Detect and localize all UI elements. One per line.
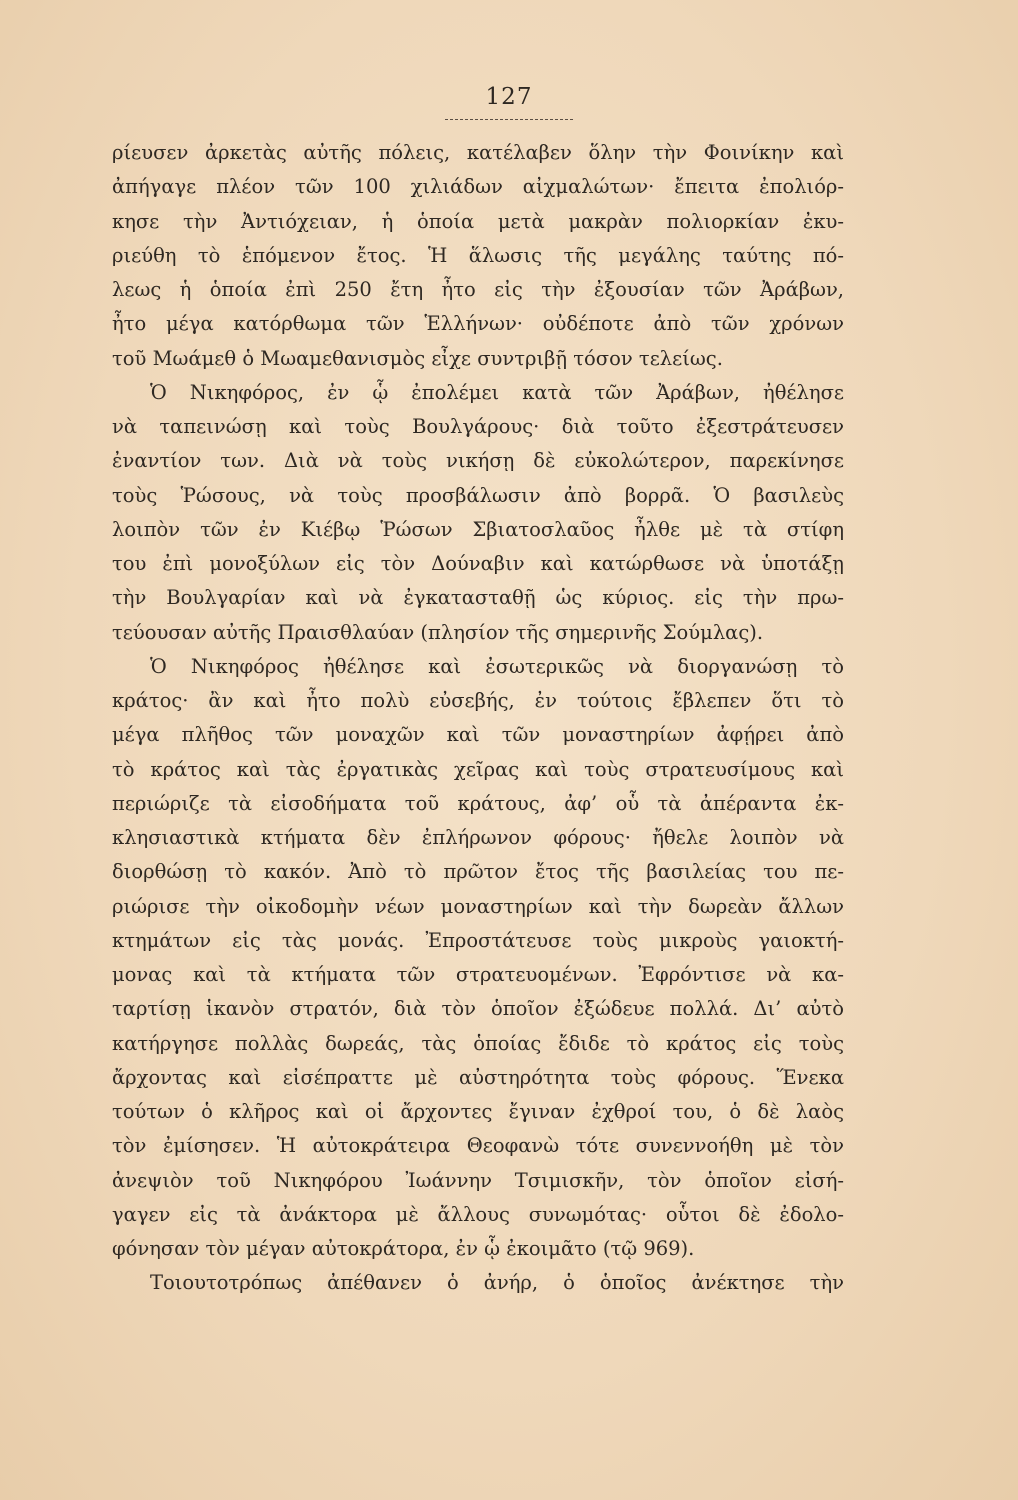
text-line: γαγεν εἰς τὰ ἀνάκτορα μὲ ἄλλους συνωμότας· οὗτοι δὲ ἐδολο- bbox=[112, 1202, 844, 1226]
page-number-rule bbox=[445, 119, 573, 120]
paragraph-start: Τοιουτοτρόπως ἀπέθανεν ὁ ἀνήρ, ὁ ὁποῖος ἀνέκτησε τὴν bbox=[150, 1271, 844, 1295]
text-line: τοὺς Ῥώσους, νὰ τοὺς προσβάλωσιν ἀπὸ βορρᾶ. Ὁ βασιλεὺς bbox=[112, 483, 844, 507]
page-number: 127 bbox=[485, 84, 533, 110]
text-line: περιώριζε τὰ εἰσοδήματα τοῦ κράτους, ἀφ’ οὗ τὰ ἀπέραντα ἐκ- bbox=[112, 791, 844, 815]
paragraph-start: Ὁ Νικηφόρος, ἐν ᾧ ἐπολέμει κατὰ τῶν Ἀράβων, ἠθέλησε bbox=[150, 380, 844, 404]
text-line: λοιπὸν τῶν ἐν Κιέβῳ Ῥώσων Σβιατοσλαῦος ἦλθε μὲ τὰ στίφη bbox=[112, 517, 844, 541]
text-line: κλησιαστικὰ κτήματα δὲν ἐπλήρωνον φόρους· ἤθελε λοιπὸν νὰ bbox=[112, 826, 844, 849]
text-line: του ἐπὶ μονοξύλων εἰς τὸν Δούναβιν καὶ κατώρθωσε νὰ ὑποτάξῃ bbox=[112, 552, 844, 575]
text-line: μέγα πλῆθος τῶν μοναχῶν καὶ τῶν μοναστηρίων ἀφῄρει ἀπὸ bbox=[112, 723, 844, 747]
text-line: λεως ἡ ὁποία ἐπὶ 250 ἔτη ἦτο εἰς τὴν ἐξουσίαν τῶν Ἀράβων, bbox=[112, 278, 844, 301]
text-line: ριώρισε τὴν οἰκοδομὴν νέων μοναστηρίων καὶ τὴν δωρεὰν ἄλλων bbox=[112, 894, 844, 918]
text-line: ρίευσεν ἀρκετὰς αὐτῆς πόλεις, κατέλαβεν ὅλην τὴν Φοινίκην καὶ bbox=[112, 141, 844, 164]
text-line: τοῦ Μωάμεθ ὁ Μωαμεθανισμὸς εἶχε συντριβῇ τόσον τελείως. bbox=[112, 346, 723, 370]
text-line: τούτων ὁ κλῆρος καὶ οἱ ἄρχοντες ἔγιναν ἐχθροί του, ὁ δὲ λαὸς bbox=[112, 1100, 844, 1123]
text-line: κησε τὴν Ἀντιόχειαν, ἡ ὁποία μετὰ μακρὰν πολιορκίαν ἐκυ- bbox=[112, 209, 844, 233]
text-line: ταρτίσῃ ἱκανὸν στρατόν, διὰ τὸν ὁποῖον ἐξώδευε πολλά. Δι’ αὐτὸ bbox=[112, 997, 844, 1021]
text-line: κατήργησε πολλὰς δωρεάς, τὰς ὁποίας ἔδιδε τὸ κράτος εἰς τοὺς bbox=[112, 1031, 844, 1055]
text-line: ἄρχοντας καὶ εἰσέπραττε μὲ αὐστηρότητα τοὺς φόρους. Ἕνεκα bbox=[112, 1065, 844, 1089]
text-line: νὰ ταπεινώσῃ καὶ τοὺς Βουλγάρους· διὰ τοῦτο ἐξεστράτευσεν bbox=[112, 415, 844, 438]
text-line: τεύουσαν αὐτῆς Πραισθλαύαν (πλησίον τῆς σημερινῆς Σούμλας). bbox=[112, 620, 764, 644]
body-text bbox=[112, 136, 844, 1301]
text-line: ἦτο μέγα κατόρθωμα τῶν Ἑλλήνων· οὐδέποτε ἀπὸ τῶν χρόνων bbox=[112, 312, 844, 336]
text-line: τὸν ἐμίσησεν. Ἡ αὐτοκράτειρα Θεοφανὼ τότε συνεννοήθη μὲ τὸν bbox=[112, 1134, 844, 1158]
text-line: ἐναντίον των. Διὰ νὰ τοὺς νικήσῃ δὲ εὐκολώτερον, παρεκίνησε bbox=[112, 449, 844, 473]
text-line: κτημάτων εἰς τὰς μονάς. Ἐπροστάτευσε τοὺς μικροὺς γαιοκτή- bbox=[112, 928, 844, 952]
text-line: μονας καὶ τὰ κτήματα τῶν στρατευομένων. Ἐφρόντισε νὰ κα- bbox=[112, 963, 844, 986]
text-line: φόνησαν τὸν μέγαν αὐτοκράτορα, ἐν ᾧ ἐκοιμᾶτο (τῷ 969). bbox=[112, 1237, 695, 1260]
text-line: κράτος· ἂν καὶ ἦτο πολὺ εὐσεβής, ἐν τούτοις ἔβλεπεν ὅτι τὸ bbox=[112, 689, 844, 712]
text-line: τὸ κράτος καὶ τὰς ἐργατικὰς χεῖρας καὶ τοὺς στρατευσίμους καὶ bbox=[112, 757, 844, 781]
text-line: τὴν Βουλγαρίαν καὶ νὰ ἐγκατασταθῇ ὡς κύριος. εἰς τὴν πρω- bbox=[112, 586, 844, 610]
text-line: ἀπήγαγε πλέον τῶν 100 χιλιάδων αἰχμαλώτων· ἔπειτα ἐπολιόρ- bbox=[112, 175, 844, 199]
text-line: ριεύθη τὸ ἑπόμενον ἔτος. Ἡ ἅλωσις τῆς μεγάλης ταύτης πό- bbox=[112, 243, 844, 267]
paragraph-start: Ὁ Νικηφόρος ἠθέλησε καὶ ἐσωτερικῶς νὰ διοργανώσῃ τὸ bbox=[150, 654, 844, 678]
text-line: διορθώσῃ τὸ κακόν. Ἀπὸ τὸ πρῶτον ἔτος τῆς βασιλείας του πε- bbox=[112, 860, 844, 884]
text-line: ἀνεψιὸν τοῦ Νικηφόρου Ἰωάννην Τσιμισκῆν, τὸν ὁποῖον εἰσή- bbox=[112, 1168, 844, 1192]
